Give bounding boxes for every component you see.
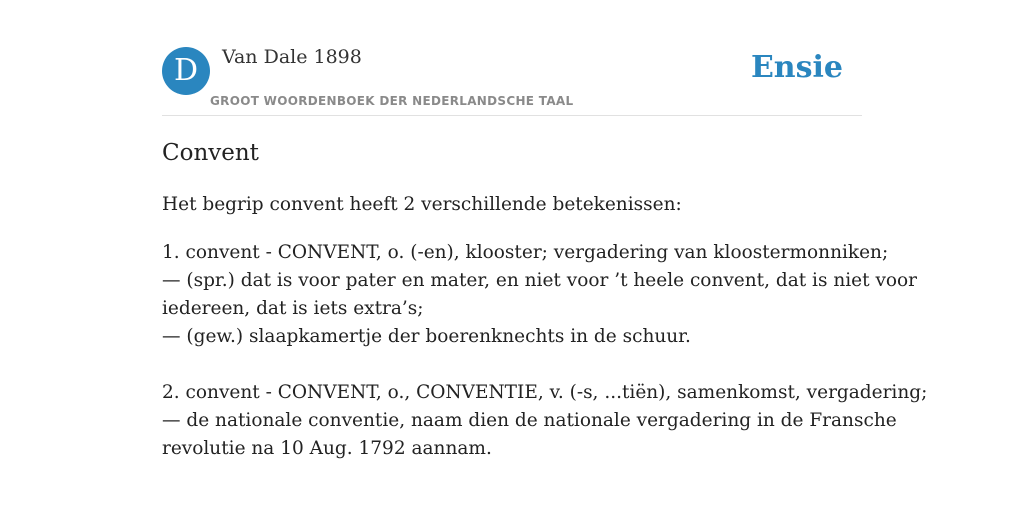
definition-line: — (spr.) dat is voor pater en mater, en niet voor ’t heele convent, dat is niet voor <box>162 270 918 291</box>
header-divider <box>162 115 862 116</box>
definition-2 <box>162 379 928 463</box>
definition-line: 2. convent - CONVENT, o., CONVENTIE, v. (-s, ...tiën), samenkomst, vergadering; <box>162 382 928 403</box>
definition-line: — de nationale conventie, naam dien de nationale vergadering in de Fransche <box>162 410 897 431</box>
definition-line: iedereen, dat is iets extra’s; <box>162 298 424 319</box>
definition-line: revolutie na 10 Aug. 1792 aannam. <box>162 438 492 459</box>
definition-line: — (gew.) slaapkamertje der boerenknechts in de schuur. <box>162 326 691 347</box>
entry-intro: Het begrip convent heeft 2 verschillende betekenissen: <box>162 194 682 215</box>
definition-line: 1. convent - CONVENT, o. (-en), klooster; vergadering van kloostermonniken; <box>162 242 889 263</box>
source-title[interactable]: Van Dale 1898 <box>222 46 362 68</box>
definitions-list <box>162 239 928 491</box>
source-subtitle: GROOT WOORDENBOEK DER NEDERLANDSCHE TAAL <box>210 94 574 108</box>
ensie-logo[interactable]: Ensie <box>750 50 843 85</box>
definition-1 <box>162 239 918 351</box>
source-avatar[interactable]: D <box>162 47 210 95</box>
entry-title: Convent <box>162 140 259 166</box>
